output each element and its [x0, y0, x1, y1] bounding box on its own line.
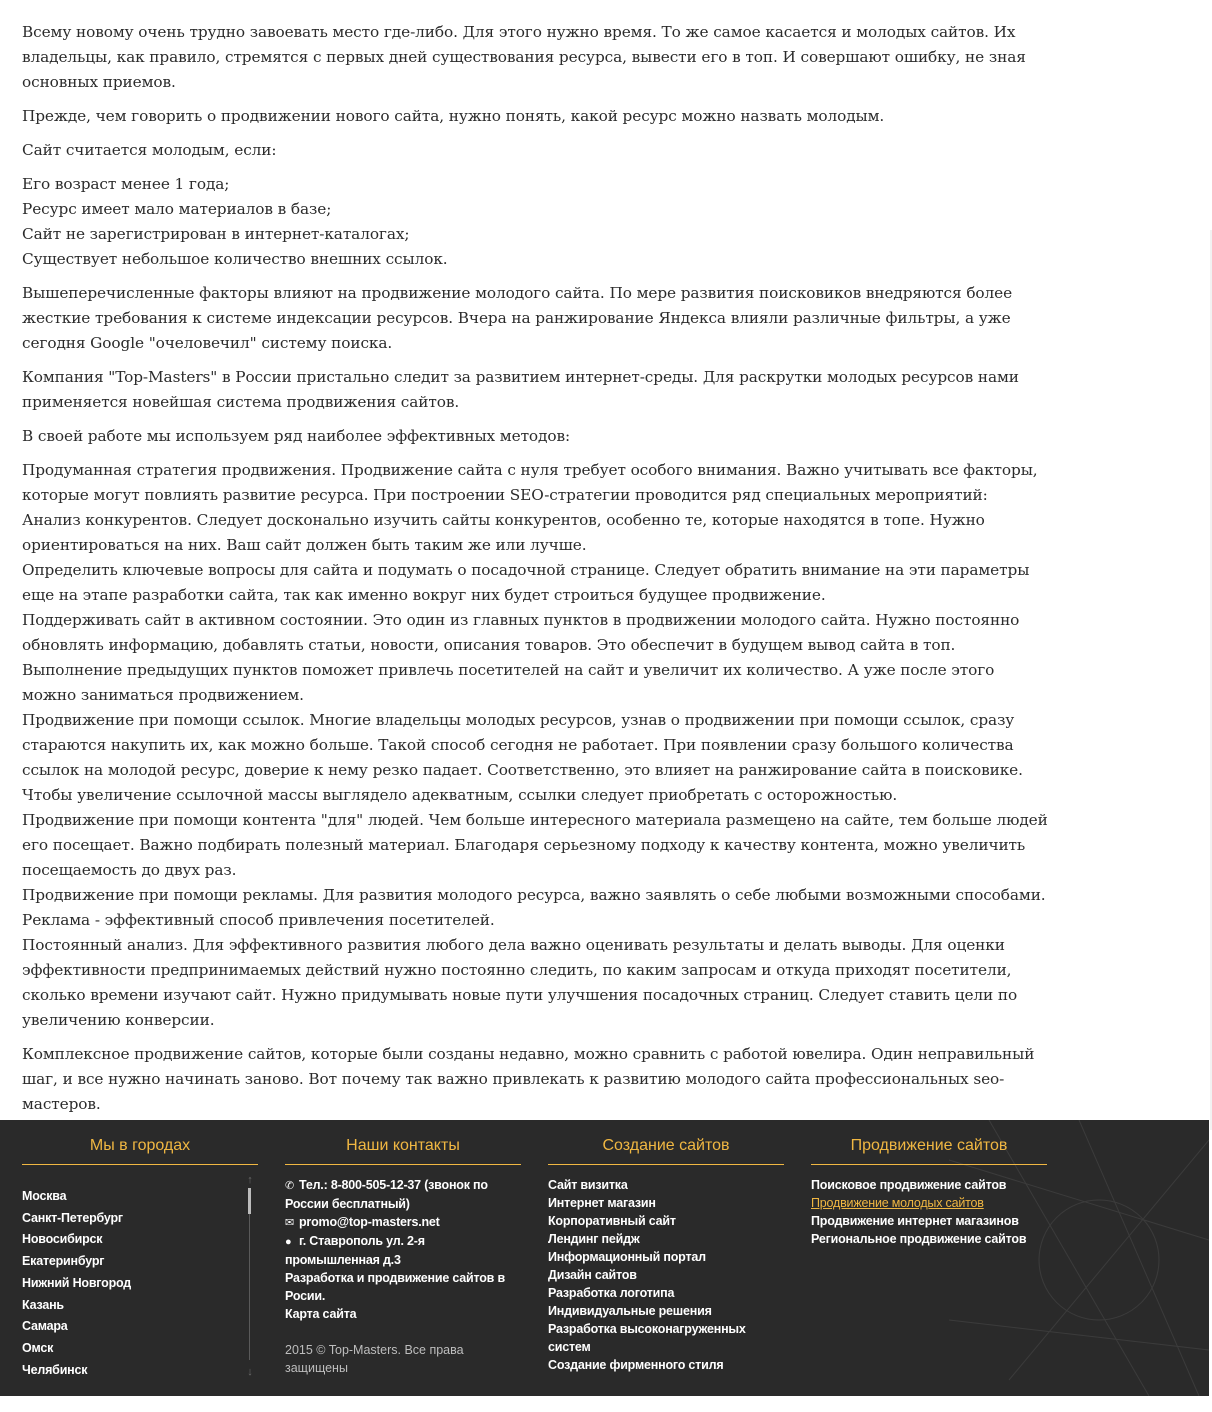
sites-link[interactable]: Корпоративный сайт [548, 1214, 676, 1228]
cities-title: Мы в городах [22, 1120, 258, 1165]
promo-column [811, 1120, 1047, 1248]
article-paragraph: Вышеперечисленные факторы влияют на продвижение молодого сайта. По мере развития поисковиков внедряются более жесткие требования к системе индексации ресурсов. Вчера на ранжирование Яндекса влияли различные фильтры, а уже сегодня Google "очеловечил" систему поиска. [22, 284, 1013, 352]
address-text: г. Ставрополь ул. 2-я промышленная д.3 [285, 1234, 425, 1267]
arrow-down-icon[interactable]: ↓ [247, 1366, 253, 1378]
contact-phone [285, 1176, 521, 1213]
method-item: Анализ конкурентов. Следует досконально изучить сайты конкурентов, особенно те, которые находятся в топе. Нужно ориентироваться на них. Ваш сайт должен быть таким же или лучше. [22, 511, 985, 554]
site-footer [0, 1120, 1209, 1396]
article-paragraph: Компания "Top-Masters" в России пристально следит за развитием интернет-среды. Для раскрутки молодых ресурсов нами применяется новейшая система продвижения сайтов. [22, 368, 1019, 411]
sites-link[interactable]: Разработка логотипа [548, 1286, 675, 1300]
cities-scrollbar[interactable] [248, 1176, 252, 1376]
method-item: Выполнение предыдущих пунктов поможет привлечь посетителей на сайт и увеличит их количество. А уже после этого можно заниматься продвижением. [22, 661, 995, 704]
cities-scroll-area[interactable] [22, 1176, 258, 1376]
article-body [22, 20, 1052, 1126]
map-marker-icon: ● [285, 1236, 292, 1248]
sites-link[interactable]: Интернет магазин [548, 1196, 656, 1210]
article-paragraph: Сайт считается молодым, если: [22, 141, 277, 159]
city-link[interactable]: Екатеринбург [22, 1254, 105, 1269]
promo-title: Продвижение сайтов [811, 1120, 1047, 1165]
copyright: 2015 © Top-Masters. Все права защищены [285, 1343, 464, 1375]
sites-link[interactable]: Индивидуальные решения [548, 1304, 712, 1318]
cities-list [22, 1186, 258, 1376]
phone-text: Тел.: 8-800-505-12-37 (звонок по России бесплатный) [285, 1178, 488, 1211]
sites-title: Создание сайтов [548, 1120, 784, 1165]
article-paragraph: Прежде, чем говорить о продвижении нового сайта, нужно понять, какой ресурс можно назвать молодым. [22, 107, 885, 125]
sites-link[interactable]: Лендинг пейдж [548, 1232, 640, 1246]
promo-link[interactable]: Региональное продвижение сайтов [811, 1232, 1027, 1246]
sitemap-link[interactable]: Карта сайта [285, 1307, 357, 1321]
method-item: Продвижение при помощи ссылок. Многие владельцы молодых ресурсов, узнав о продвижении при помощи ссылок, сразу стараются накупить их, как можно больше. Такой способ сегодня не работает. При появлении сразу большого количества ссылок на молодой ресурс, доверие к нему резко падает. Соответственно, это влияет на ранжирование сайта в поисковике. Чтобы увеличение ссылочной массы выглядело адекватным, ссылки следует приобретать с осторожностью. [22, 711, 1023, 804]
city-link[interactable]: Омск [22, 1340, 54, 1355]
contacts-list [285, 1176, 521, 1323]
contact-email[interactable] [285, 1213, 521, 1232]
sites-link[interactable]: Разработка высоконагруженных систем [548, 1322, 746, 1354]
arrow-up-icon[interactable]: ↑ [247, 1174, 253, 1186]
city-link[interactable]: Санкт-Петербург [22, 1210, 123, 1225]
method-item: Продвижение при помощи контента "для" людей. Чем больше интересного материала размещено на сайте, тем больше людей его посещает. Важно подбирать полезный материал. Благодаря серьезному подходу к качеству контента, можно увеличить посещаемость до двух раз. [22, 811, 1048, 879]
method-item: Продвижение при помощи рекламы. Для развития молодого ресурса, важно заявлять о себе любыми возможными способами. Реклама - эффективный способ привлечения посетителей. [22, 886, 1046, 929]
city-link[interactable]: Новосибирск [22, 1232, 103, 1247]
city-link[interactable]: Самара [22, 1319, 68, 1334]
promo-link[interactable]: Продвижение интернет магазинов [811, 1214, 1019, 1228]
city-link[interactable]: Челябинск [22, 1362, 88, 1376]
sites-link[interactable]: Информационный портал [548, 1250, 706, 1264]
envelope-icon: ✉ [285, 1217, 295, 1229]
city-link[interactable]: Москва [22, 1189, 67, 1203]
sites-link[interactable]: Сайт визитка [548, 1178, 628, 1192]
phone-icon: ✆ [285, 1180, 295, 1192]
city-link[interactable]: Казань [22, 1297, 64, 1312]
scrollbar-thumb[interactable] [248, 1188, 251, 1214]
sites-link[interactable]: Создание фирменного стиля [548, 1358, 724, 1372]
contact-tagline: Разработка и продвижение сайтов в Росии. [285, 1271, 505, 1303]
criteria-list [22, 172, 1052, 272]
promo-list [811, 1176, 1047, 1248]
method-item: Определить ключевые вопросы для сайта и подумать о посадочной странице. Следует обратить внимание на эти параметры еще на этапе разработки сайта, так как именно вокруг них будет строиться будущее продвижение. [22, 561, 1030, 604]
criteria-item: Сайт не зарегистрирован в интернет-каталогах; [22, 225, 410, 243]
sites-column [548, 1120, 784, 1374]
article-paragraph: В своей работе мы используем ряд наиболее эффективных методов: [22, 427, 571, 445]
promo-link[interactable]: Поисковое продвижение сайтов [811, 1178, 1007, 1192]
article-paragraph: Комплексное продвижение сайтов, которые были созданы недавно, можно сравнить с работой ювелира. Один неправильный шаг, и все нужно начинать заново. Вот почему так важно привлекать к развитию молодого сайта профессиональных seo-мастеров. [22, 1045, 1035, 1113]
sites-list [548, 1176, 784, 1374]
email-link[interactable]: promo@top-masters.net [299, 1215, 440, 1229]
criteria-item: Его возраст менее 1 года; [22, 175, 230, 193]
methods-list [22, 458, 1052, 1033]
article-paragraph: Всему новому очень трудно завоевать место где-либо. Для этого нужно время. То же самое касается и молодых сайтов. Их владельцы, как правило, стремятся с первых дней существования ресурса, вывести его в топ. И совершают ошибку, не зная основных приемов. [22, 23, 1026, 91]
cities-column [22, 1120, 258, 1376]
promo-link-active[interactable]: Продвижение молодых сайтов [811, 1196, 984, 1210]
method-item: Продуманная стратегия продвижения. Продвижение сайта с нуля требует особого внимания. Важно учитывать все факторы, которые могут повлиять развитие ресурса. При построении SEO-стратегии проводится ряд специальных мероприятий: [22, 461, 1038, 504]
method-item: Поддерживать сайт в активном состоянии. Это один из главных пунктов в продвижении молодого сайта. Нужно постоянно обновлять информацию, добавлять статьи, новости, описания товаров. Это обеспечит в будущем вывод сайта в топ. [22, 611, 1020, 654]
method-item: Постоянный анализ. Для эффективного развития любого дела важно оценивать результаты и делать выводы. Для оценки эффективности предпринимаемых действий нужно постоянно следить, по каким запросам и откуда приходят посетители, сколько времени изучают сайт. Нужно придумывать новые пути улучшения посадочных страниц. Следует ставить цели по увеличению конверсии. [22, 936, 1018, 1029]
sites-link[interactable]: Дизайн сайтов [548, 1268, 637, 1282]
contacts-column [285, 1120, 521, 1377]
contacts-title: Наши контакты [285, 1120, 521, 1165]
contact-address [285, 1232, 521, 1269]
city-link[interactable]: Нижний Новгород [22, 1275, 132, 1290]
criteria-item: Ресурс имеет мало материалов в базе; [22, 200, 332, 218]
criteria-item: Существует небольшое количество внешних ссылок. [22, 250, 448, 268]
